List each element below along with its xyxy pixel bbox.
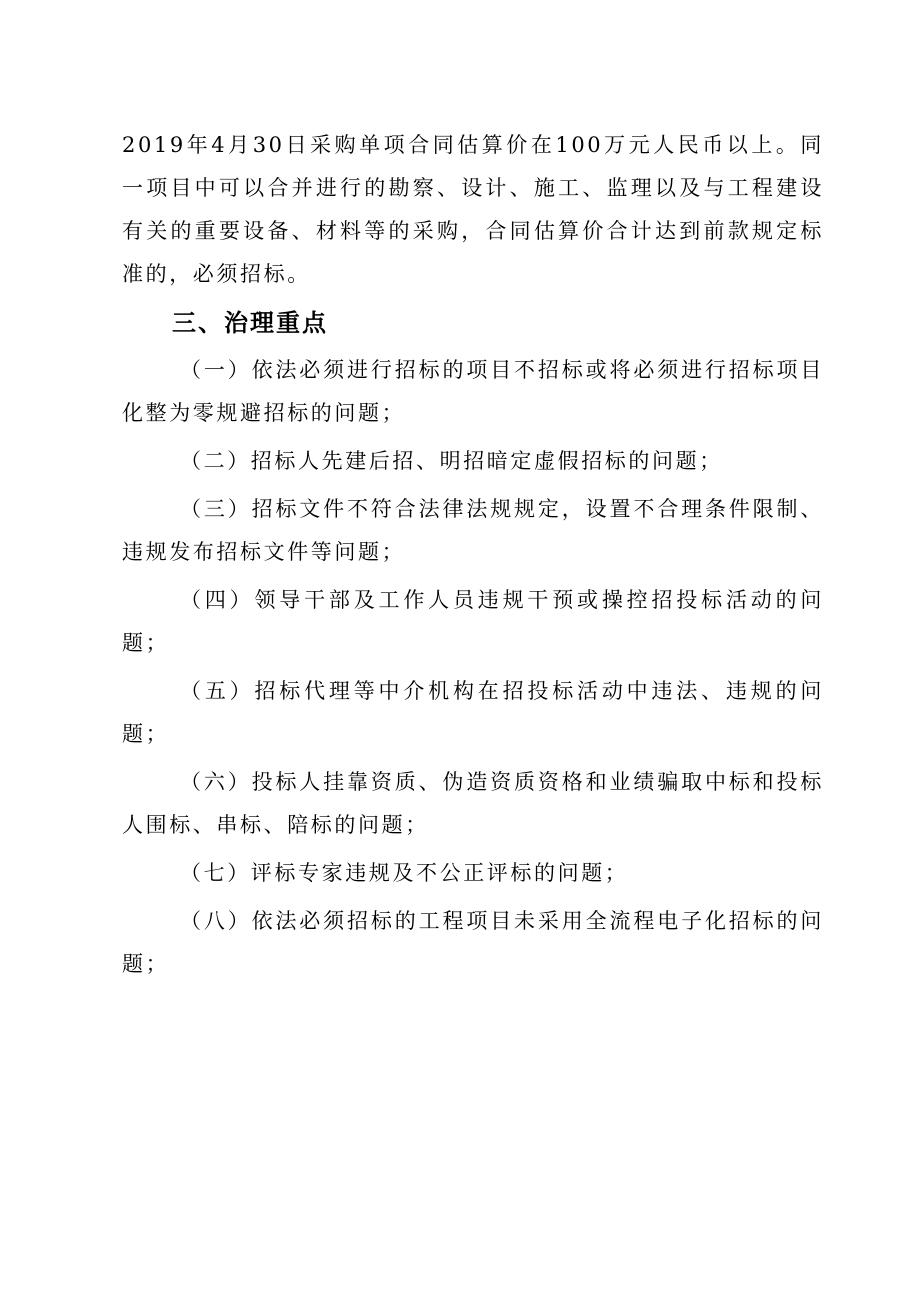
list-item: （四）领导干部及工作人员违规干预或操控招投标活动的问题；: [122, 588, 824, 655]
list-item: （三）招标文件不符合法律法规规定，设置不合理条件限制、违规发布招标文件等问题；: [122, 497, 824, 564]
section-heading: 三、治理重点: [172, 309, 328, 337]
paragraph-continuation: 2019年4月30日采购单项合同估算价在100万元人民币以上。同一项目中可以合并进行的勘察、设计、施工、监理以及与工程建设有关的重要设备、材料等的采购，合同估算价合计达到前款规定标准的，必须招标。: [122, 133, 824, 286]
list-item: （六）投标人挂靠资质、伪造资质资格和业绩骗取中标和投标人围标、串标、陪标的问题；: [122, 770, 824, 837]
list-item: （五）招标代理等中介机构在招投标活动中违法、违规的问题；: [122, 679, 824, 746]
list-item: （八）依法必须招标的工程项目未采用全流程电子化招标的问题；: [122, 909, 824, 976]
list-item: （七）评标专家违规及不公正评标的问题；: [180, 861, 629, 885]
list-item: （一）依法必须进行招标的项目不招标或将必须进行招标项目化整为零规避招标的问题；: [122, 358, 824, 425]
list-item: （二）招标人先建后招、明招暗定虚假招标的问题；: [180, 449, 723, 473]
